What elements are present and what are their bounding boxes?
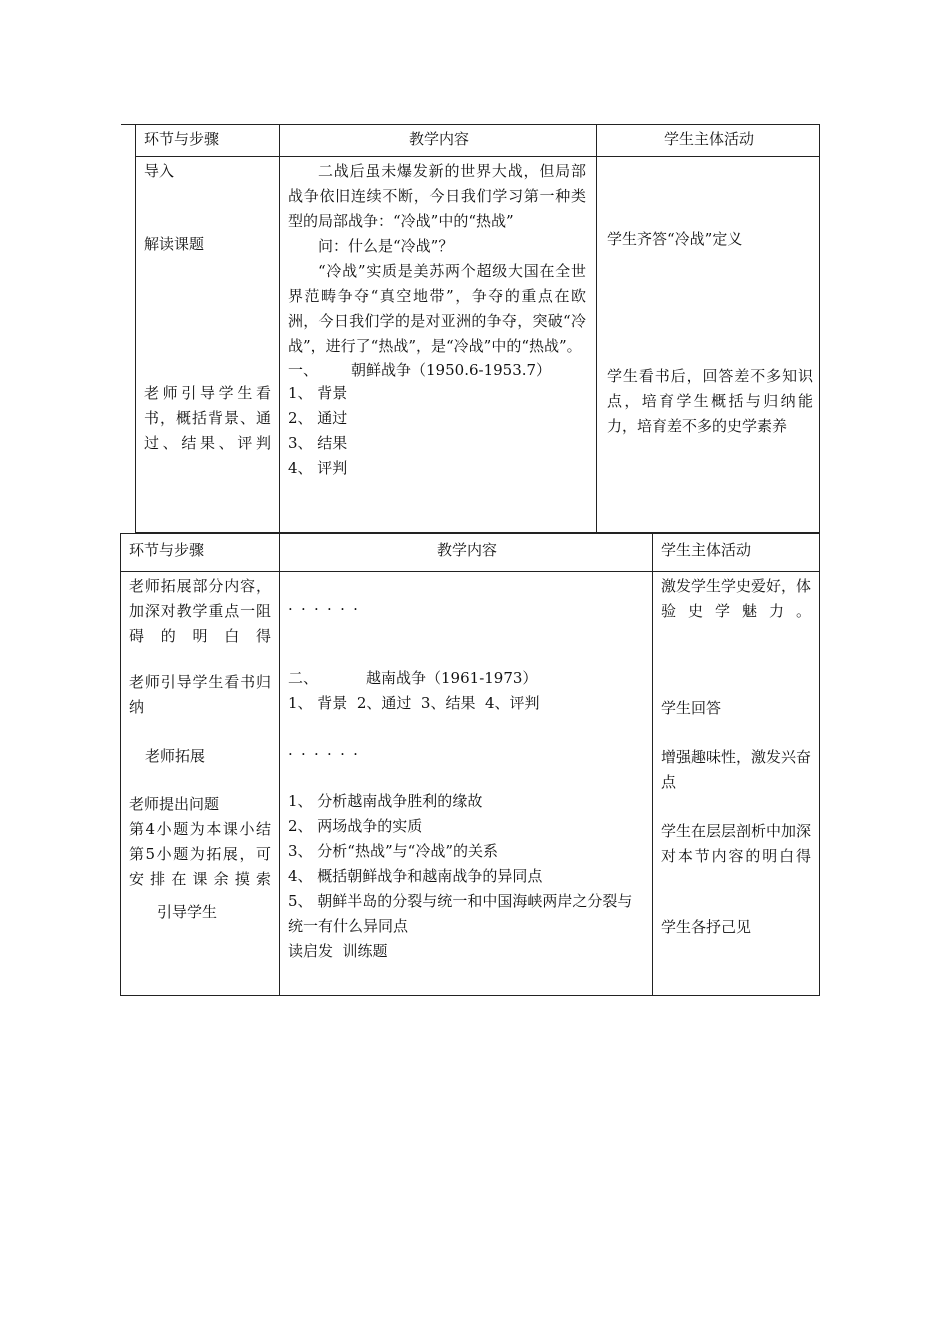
table-2-body-row bbox=[121, 572, 820, 996]
step-guide: 老师引导学生看书，概括背景、通过、结果、评判 bbox=[144, 384, 271, 452]
step-lead: 引导学生 bbox=[157, 903, 218, 921]
ellipsis-dots: ······ bbox=[288, 600, 367, 618]
list-item: 2、 通过 bbox=[288, 409, 348, 427]
steps-cell bbox=[121, 572, 280, 996]
lesson-table-2 bbox=[120, 533, 820, 996]
activity-cell bbox=[597, 157, 820, 533]
question-item: 5、 朝鲜半岛的分裂与统一和中国海峡两岸之分裂与统一有什么异同点 bbox=[288, 892, 633, 935]
question-item: 3、 分析“热战”与“冷战”的关系 bbox=[288, 842, 498, 860]
content-cell bbox=[280, 157, 597, 533]
steps-cell bbox=[136, 157, 280, 533]
content-cell bbox=[280, 572, 653, 996]
activity-interest: 激发学生学史爱好，体验史学魅力。 bbox=[661, 577, 812, 620]
coldwar-paragraph: “冷战”实质是美苏两个超级大国在全世界范畴争夺“真空地带”，争夺的重点在欧洲，今日我们学的是对亚洲的争夺，突破“冷战”，进行了“热战”，是“冷战”中的“热战”。 bbox=[288, 262, 586, 355]
table-corner-mark bbox=[121, 124, 135, 125]
activity-analysis: 学生在层层剖析中加深对本节内容的明白得 bbox=[661, 822, 812, 865]
step-intro: 导入 bbox=[144, 162, 175, 180]
header-content: 教学内容 bbox=[280, 534, 653, 572]
header-activity: 学生主体活动 bbox=[653, 534, 820, 572]
step-expand: 第5小题为拓展，可安排在课余摸索 bbox=[129, 845, 271, 888]
question-item: 4、 概括朝鲜战争和越南战争的异同点 bbox=[288, 867, 543, 885]
table-1-header-row bbox=[136, 125, 820, 157]
question-item: 1、 分析越南战争胜利的缘故 bbox=[288, 792, 483, 810]
activity-cell bbox=[653, 572, 820, 996]
step-summary: 第4小题为本课小结 bbox=[129, 820, 271, 838]
table-2-header-row bbox=[121, 534, 820, 572]
step-guide: 老师引导学生看书归纳 bbox=[129, 673, 271, 716]
lesson-table-1 bbox=[135, 124, 820, 533]
activity-fun: 增强趣味性，激发兴奋点 bbox=[661, 748, 812, 791]
activity-reading: 学生看书后，回答差不多知识点，培育学生概括与归纳能力，培育差不多的史学素养 bbox=[607, 367, 813, 435]
step-interpret: 解读课题 bbox=[144, 235, 205, 253]
ellipsis-dots: ······ bbox=[288, 745, 367, 763]
header-activity: 学生主体活动 bbox=[597, 125, 820, 157]
header-content: 教学内容 bbox=[280, 125, 597, 157]
list-item: 4、 评判 bbox=[288, 459, 348, 477]
step-teacher-extend: 老师拓展 bbox=[145, 747, 206, 765]
step-extend: 老师拓展部分内容，加深对教学重点一阻碍的明白得 bbox=[129, 577, 271, 645]
activity-answer: 学生回答 bbox=[661, 699, 722, 717]
question-text: 问：什么是“冷战”？ bbox=[318, 237, 454, 255]
intro-paragraph: 二战后虽未爆发新的世界大战，但局部战争依旧连续不断，今日我们学习第一种类型的局部战争：“冷战”中的“热战” bbox=[288, 162, 586, 230]
header-steps: 环节与步骤 bbox=[136, 125, 280, 157]
header-steps: 环节与步骤 bbox=[121, 534, 280, 572]
list-item: 1、 背景 bbox=[288, 384, 348, 402]
section-heading: 二、 越南战争（1961-1973） bbox=[288, 669, 538, 687]
question-item: 2、 两场战争的实质 bbox=[288, 817, 423, 835]
activity-answer: 学生齐答“冷战”定义 bbox=[607, 230, 743, 248]
section-heading: 一、 朝鲜战争（1950.6-1953.7） bbox=[288, 361, 552, 379]
activity-opinions: 学生各抒己见 bbox=[661, 918, 752, 936]
exercise-text: 读启发 训练题 bbox=[288, 942, 388, 960]
table-1-body-row bbox=[136, 157, 820, 533]
step-ask: 老师提出问题 bbox=[129, 795, 220, 813]
list-items-line: 1、 背景 2、通过 3、结果 4、评判 bbox=[288, 694, 540, 712]
list-item: 3、 结果 bbox=[288, 434, 348, 452]
